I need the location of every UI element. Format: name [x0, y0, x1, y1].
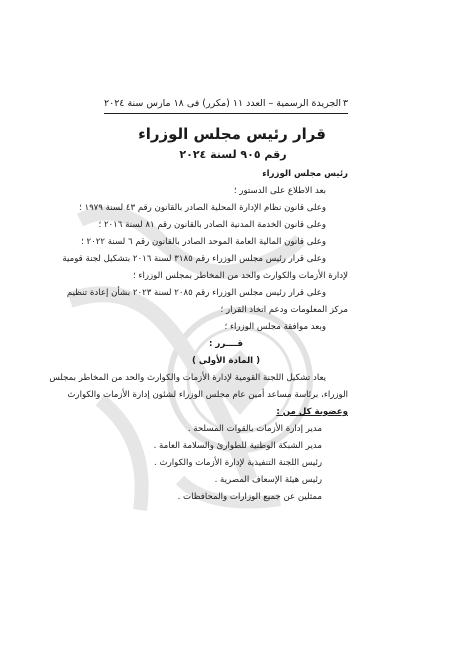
member-item: رئيس هيئة الإسعاف المصرية . — [214, 475, 322, 485]
decides-heading: قــــرر : — [208, 339, 244, 349]
preamble-line: وعلى قانون نظام الإدارة المحلية الصادر بالقانون رقم ٤٣ لسنة ١٩٧٩ ؛ — [78, 203, 326, 213]
header-rule — [104, 113, 348, 114]
preamble-line: وعلى قانون المالية العامة الموحد الصادر بالقانون رقم ٦ لسنة ٢٠٢٢ ؛ — [81, 237, 326, 247]
preamble-line: مركز المعلومات ودعم اتخاذ القرار ؛ — [220, 305, 348, 315]
member-item: ممثلين عن جميع الوزارات والمحافظات . — [177, 492, 322, 502]
article-heading: ( المادة الأولى ) — [191, 356, 261, 366]
decree-number: رقم ٩٠٥ لسنة ٢٠٢٤ — [179, 148, 287, 161]
decree-title: قرار رئيس مجلس الوزراء — [138, 125, 326, 143]
gazette-issue-line: الجريدة الرسمية – العدد ١١ (مكرر) فى ١٨ مارس سنة ٢٠٢٤ — [104, 98, 341, 109]
running-header — [104, 98, 348, 109]
member-item: رئيس اللجنة التنفيذية لإدارة الأزمات والكوارث . — [154, 458, 322, 468]
preamble-line: وعلى قرار رئيس مجلس الوزراء رقم ٣١٨٥ لسنة ٢٠١٦ بتشكيل لجنة قومية — [62, 254, 326, 264]
preamble-line: وعلى قانون الخدمة المدنية الصادر بالقانون رقم ٨١ لسنة ٢٠١٦ ؛ — [98, 220, 326, 230]
preamble-line: لإدارة الأزمات والكوارث والحد من المخاطر بمجلس الوزراء ؛ — [132, 271, 348, 281]
preamble-line: وعلى قرار رئيس مجلس الوزراء رقم ٢٠٨٥ لسنة ٢٠٢٣ بشأن إعادة تنظيم — [66, 288, 326, 298]
article-line: الوزراء، برئاسة مساعد أمين عام مجلس الوزراء لشئون إدارة الأزمات والكوارث — [67, 390, 348, 400]
preamble-line: بعد الاطلاع على الدستور ؛ — [233, 186, 326, 196]
page-number: ٣ — [342, 98, 348, 109]
issuer: رئيس مجلس الوزراء — [262, 169, 348, 179]
preamble-line: وبعد موافقة مجلس الوزراء ؛ — [224, 322, 326, 332]
decree-body — [49, 166, 348, 506]
member-item: مدير إدارة الأزمات بالقوات المسلحة . — [187, 424, 322, 434]
membership-label: وعضوية كل من : — [276, 407, 348, 417]
member-item: مدير الشبكة الوطنية للطوارئ والسلامة العامة . — [153, 441, 322, 451]
article-line: يعاد تشكيل اللجنة القومية لإدارة الأزمات والكوارث والحد من المخاطر بمجلس — [49, 373, 326, 383]
